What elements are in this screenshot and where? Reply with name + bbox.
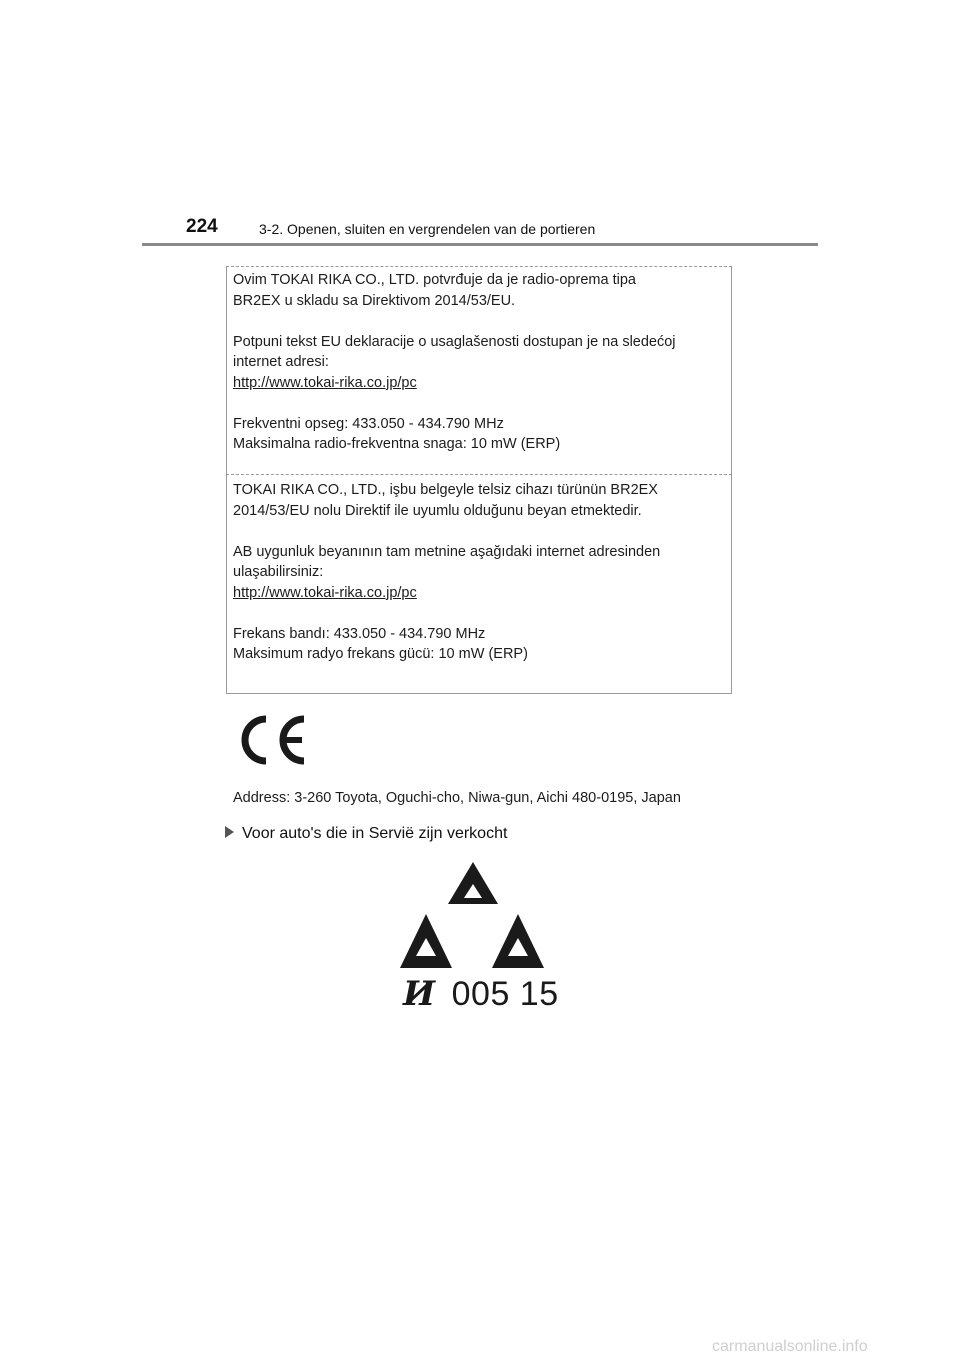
declaration-text: 2014/53/EU nolu Direktif ile uyumlu olduğunu beyan etmektedir.: [233, 502, 642, 519]
declaration-turkish: [233, 480, 660, 665]
cyrillic-prefix: И: [403, 974, 436, 1014]
ce-marking-icon: [240, 712, 312, 768]
declaration-text: TOKAI RIKA CO., LTD., işbu belgeyle telsiz cihazı türünün BR2EX: [233, 482, 658, 498]
frequency-range: Frekventni opseg: 433.050 - 434.790 MHz: [233, 415, 504, 432]
radio-power: Maksimum radyo frekans gücü: 10 mW (ERP): [233, 646, 528, 662]
declaration-text: Ovim TOKAI RIKA CO., LTD. potvrđuje da je radio-oprema tipa: [233, 272, 636, 288]
declaration-text: AB uygunluk beyanının tam metnine aşağıdaki internet adresinden: [233, 543, 661, 560]
header-divider: [142, 243, 818, 246]
radio-power: Maksimalna radio-frekventna snaga: 10 mW (ERP): [233, 436, 561, 452]
triangle-bullet-icon: [225, 826, 234, 838]
declaration-link[interactable]: http://www.tokai-rika.co.jp/pc: [233, 584, 417, 601]
declaration-text: Potpuni tekst EU deklaracije o usaglašenosti dostupan je na sledećoj: [233, 333, 676, 350]
page-number: 224: [186, 216, 218, 237]
serbian-approval-code: [403, 974, 559, 1014]
manufacturer-address: Address: 3-260 Toyota, Oguchi-cho, Niwa-gun, Aichi 480-0195, Japan: [233, 790, 681, 806]
site-watermark: carmanualsonline.info: [712, 1338, 868, 1355]
approval-number: 005 15: [451, 975, 559, 1013]
declaration-link[interactable]: http://www.tokai-rika.co.jp/pc: [233, 374, 417, 391]
declaration-text: ulaşabilirsiniz:: [233, 564, 324, 580]
frequency-range: Frekans bandı: 433.050 - 434.790 MHz: [233, 625, 486, 642]
declaration-text: internet adresi:: [233, 354, 329, 370]
declaration-divider: [226, 474, 732, 475]
serbian-conformity-triangles-icon: [398, 858, 548, 972]
section-title: 3-2. Openen, sluiten en vergrendelen van de portieren: [259, 221, 596, 237]
bullet-item: [225, 825, 507, 843]
declaration-serbian: [233, 270, 676, 455]
declaration-text: BR2EX u skladu sa Direktivom 2014/53/EU.: [233, 292, 516, 309]
bullet-label: Voor auto's die in Servië zijn verkocht: [242, 825, 508, 842]
